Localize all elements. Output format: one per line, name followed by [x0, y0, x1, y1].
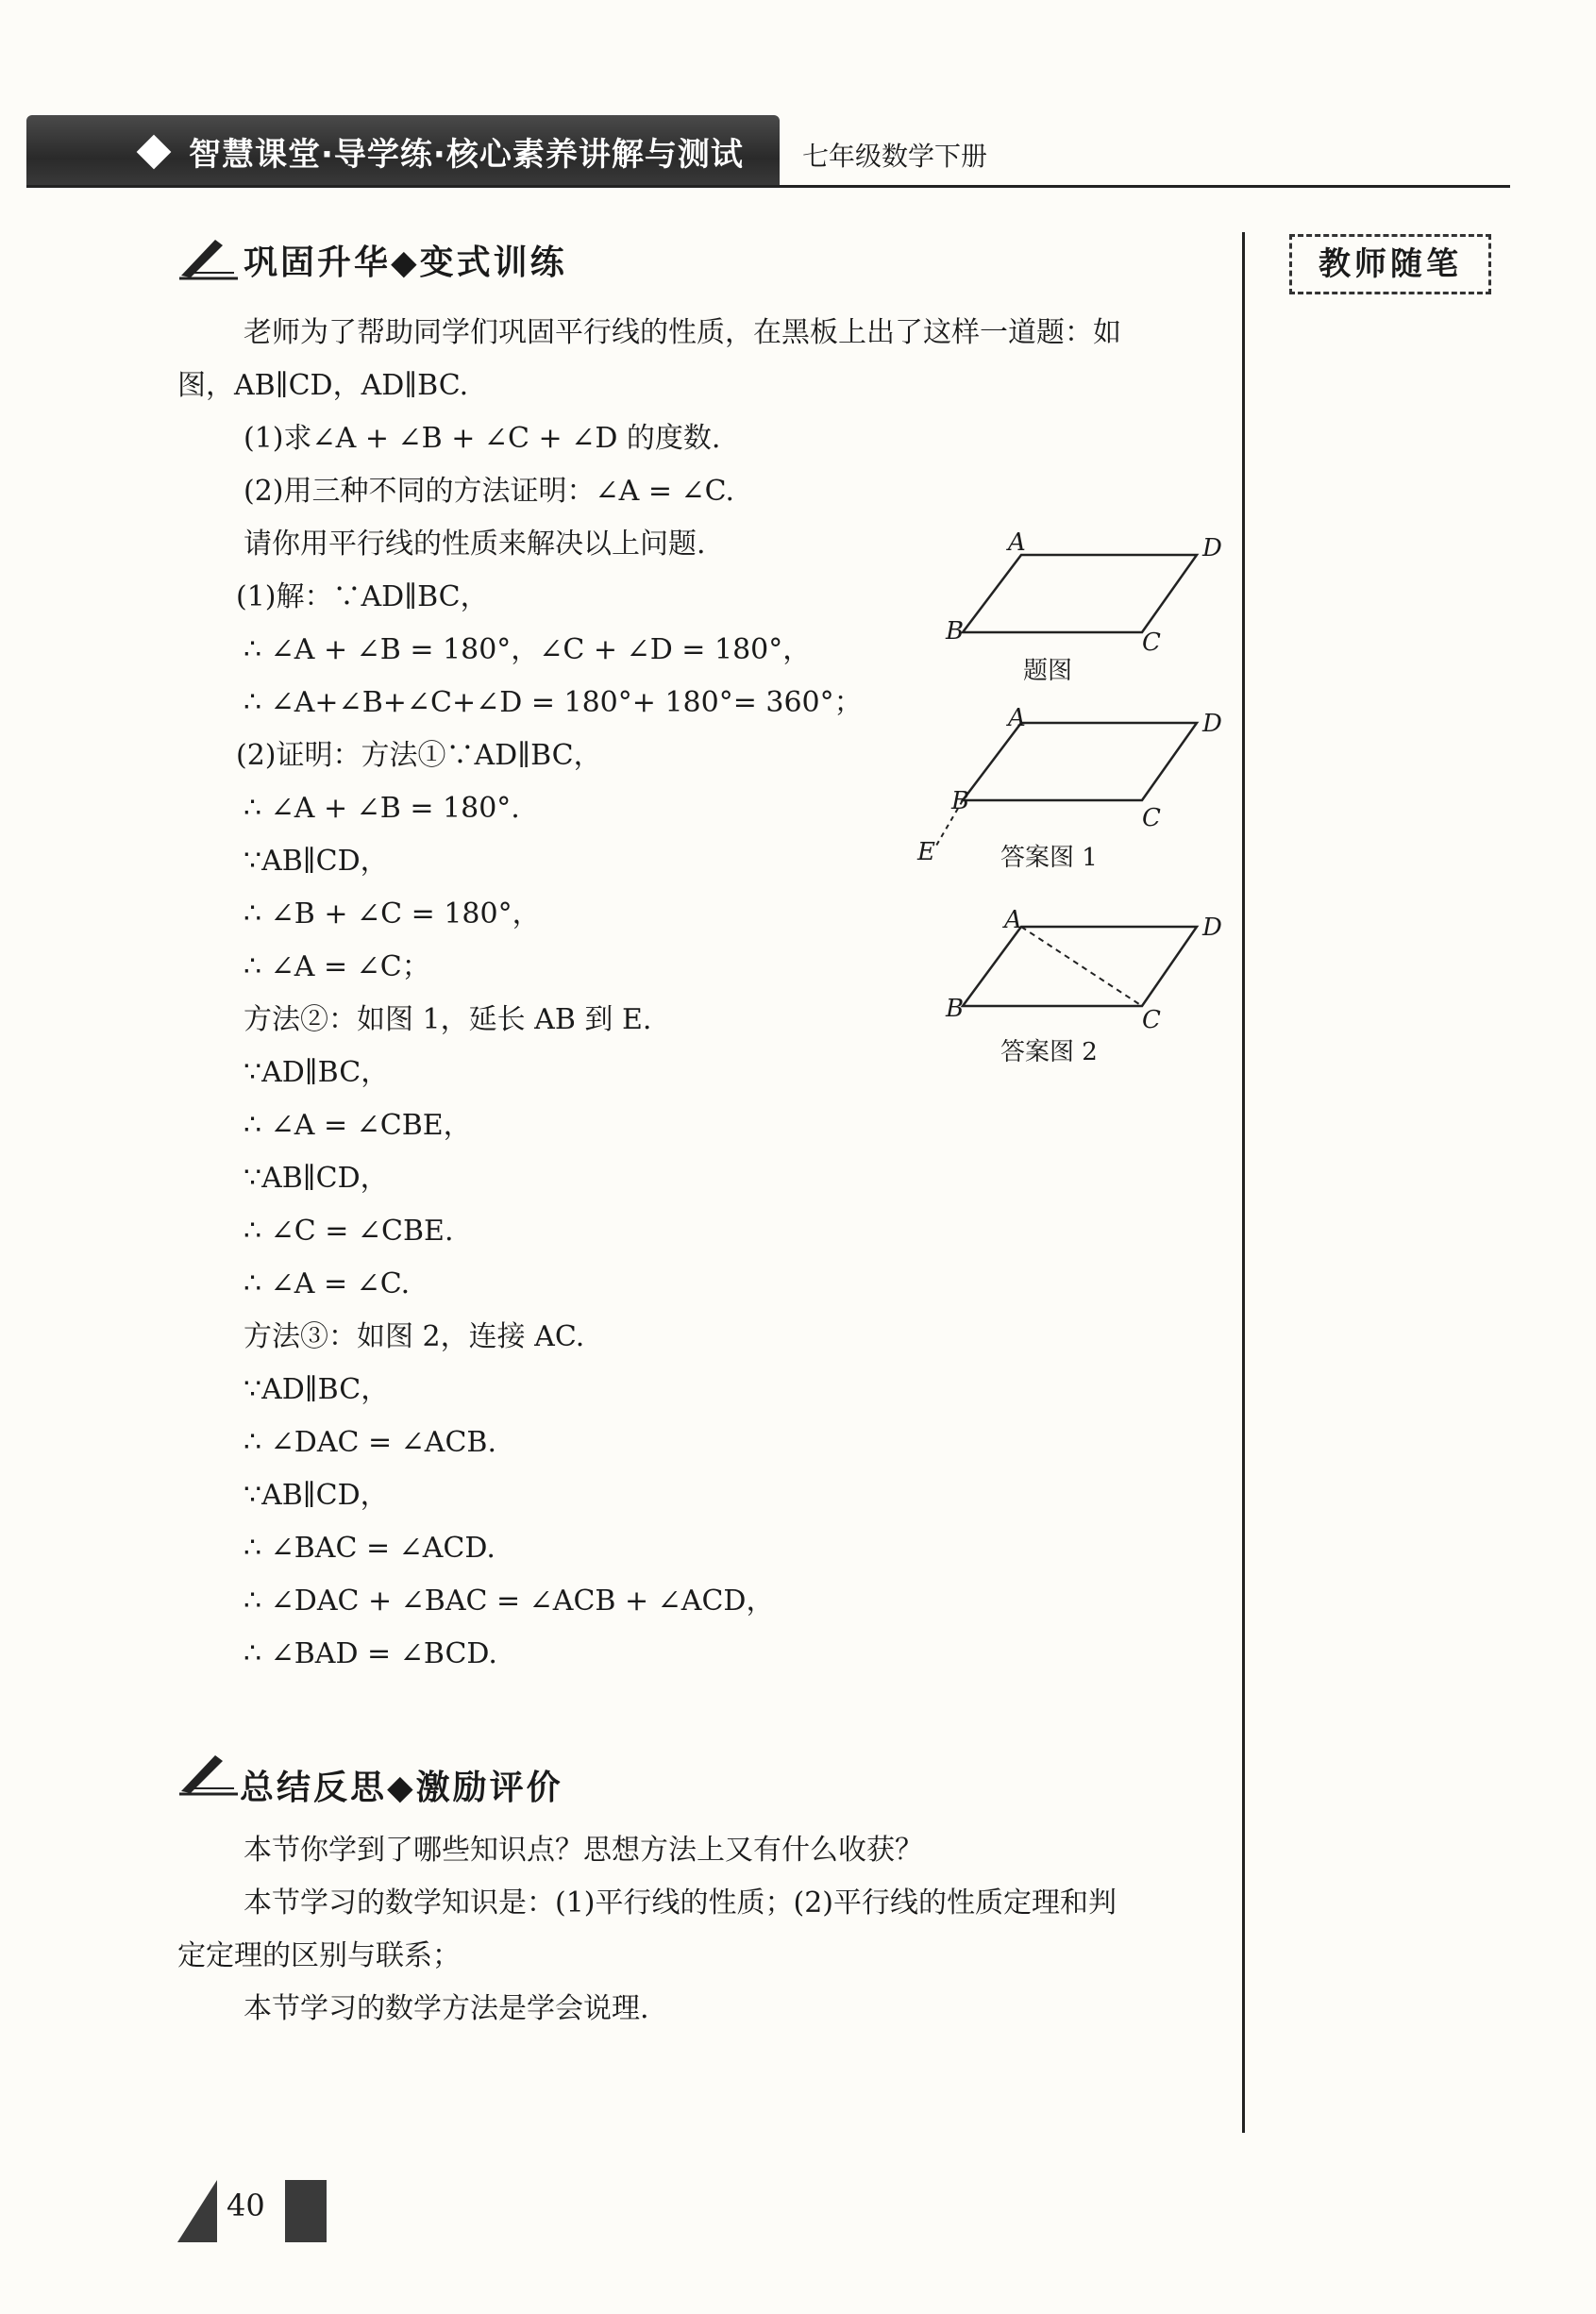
text-line: 本节你学到了哪些知识点？思想方法上又有什么收获？ — [244, 1834, 923, 1867]
text-line: (1)求∠A + ∠B + ∠C + ∠D 的度数. — [244, 422, 721, 455]
point-label-D: D — [1202, 914, 1222, 942]
parallelogram-shape — [963, 927, 1197, 1006]
point-label-C: C — [1142, 1006, 1161, 1034]
section-title-practice: 巩固升华◆变式训练 — [244, 243, 567, 282]
footer-decoration — [174, 2161, 457, 2246]
page-number: 40 — [227, 2188, 265, 2223]
text-line: (2)用三种不同的方法证明：∠A = ∠C. — [244, 475, 735, 508]
text-line: ∵AB∥CD， — [244, 845, 389, 878]
text-line: ∴ ∠A+∠B+∠C+∠D = 180°+ 180°= 360°； — [244, 686, 863, 719]
text-line: (1)解：∵AD∥BC， — [236, 580, 489, 613]
book-subtitle: 七年级数学下册 — [802, 141, 988, 172]
point-label-A: A — [1004, 906, 1022, 934]
text-line: ∴ ∠A = ∠CBE， — [244, 1109, 472, 1142]
point-label-B: B — [946, 617, 965, 646]
text-line: ∵AB∥CD， — [244, 1162, 389, 1195]
text-line: 定定理的区别与联系； — [177, 1939, 461, 1972]
text-line: 本节学习的数学方法是学会说理. — [244, 1992, 649, 2025]
text-line: ∴ ∠A + ∠B = 180°. — [244, 792, 520, 825]
text-line: 本节学习的数学知识是：(1)平行线的性质；(2)平行线的性质定理和判 — [244, 1886, 1117, 1920]
text-line: ∵AB∥CD， — [244, 1479, 389, 1512]
point-label-A: A — [1008, 528, 1026, 557]
text-line: ∴ ∠A = ∠C. — [244, 1267, 411, 1300]
text-line: ∴ ∠A + ∠B = 180°，∠C + ∠D = 180°， — [244, 633, 812, 666]
point-label-C: C — [1142, 629, 1161, 657]
text-line: 方法③：如图 2，连接 AC. — [244, 1320, 585, 1353]
text-line: ∵AD∥BC， — [244, 1373, 390, 1406]
text-line: ∴ ∠B + ∠C = 180°， — [244, 897, 541, 931]
text-line: ∴ ∠C = ∠CBE. — [244, 1215, 454, 1248]
figure-caption: 答案图 2 — [1000, 1038, 1098, 1066]
parallelogram-shape — [963, 723, 1197, 800]
pen-icon — [177, 234, 240, 281]
text-line: ∴ ∠A = ∠C； — [244, 950, 430, 983]
point-label-B: B — [946, 995, 965, 1023]
point-label-B: B — [951, 787, 970, 815]
teacher-notes-box: 教师随笔 — [1289, 234, 1491, 294]
text-line: ∴ ∠DAC + ∠BAC = ∠ACB + ∠ACD， — [244, 1585, 775, 1618]
point-label-D: D — [1202, 534, 1222, 562]
point-label-C: C — [1142, 804, 1161, 832]
text-line: ∴ ∠BAC = ∠ACD. — [244, 1532, 496, 1565]
figure-problem — [934, 528, 1246, 698]
text-line: 方法②：如图 1，延长 AB 到 E. — [244, 1003, 652, 1036]
point-label-D: D — [1202, 710, 1222, 738]
pen-icon — [177, 1750, 240, 1797]
text-line: ∴ ∠BAD = ∠BCD. — [244, 1637, 497, 1670]
text-line: 老师为了帮助同学们巩固平行线的性质，在黑板上出了这样一道题：如 — [244, 316, 1121, 349]
header-rule — [26, 185, 1510, 188]
book-title: 智慧课堂·导学练·核心素养讲解与测试 — [189, 136, 744, 174]
point-label-A: A — [1008, 704, 1026, 732]
text-line: ∴ ∠DAC = ∠ACB. — [244, 1426, 496, 1459]
diagonal-line — [1021, 927, 1142, 1006]
text-line: 图，AB∥CD，AD∥BC. — [177, 369, 469, 402]
margin-divider — [1242, 232, 1245, 2133]
section-title-summary: 总结反思◆激励评价 — [240, 1769, 563, 1807]
parallelogram-shape — [963, 555, 1197, 632]
point-label-E: E — [917, 838, 935, 866]
text-line: (2)证明：方法①∵AD∥BC， — [236, 739, 602, 772]
figure-caption: 答案图 1 — [1000, 844, 1098, 872]
figure-caption: 题图 — [1023, 657, 1073, 685]
text-line: ∵AD∥BC， — [244, 1056, 390, 1089]
text-line: 请你用平行线的性质来解决以上问题. — [244, 528, 706, 561]
